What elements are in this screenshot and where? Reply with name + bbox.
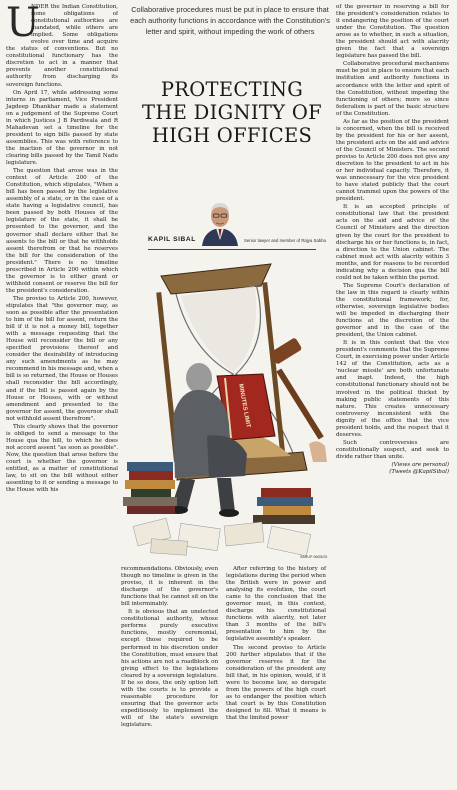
book-label: MINUTES LIMIT bbox=[237, 383, 251, 429]
dropcap-paragraph bbox=[6, 4, 118, 90]
paragraph: recommendations. Obviously, even though no timeline is given in the proviso, it is inherent in the discharge of the governor's functions that he cannot sit on the bill interminably. bbox=[121, 566, 218, 608]
body-column-3 bbox=[226, 566, 326, 723]
headline bbox=[142, 78, 322, 147]
body-column-4 bbox=[336, 4, 449, 476]
headline-line: HIGH OFFICES bbox=[151, 124, 313, 147]
byline-description: Senior lawyer and member of Rajya Sabha bbox=[244, 238, 326, 243]
paragraph: Such controversies are constitutionally suspect, and seek to divide rather than unite. bbox=[336, 439, 449, 460]
paragraph: On April 17, while addressing some interns in parliament, Vice President Jagdeep Dhankhar made a statement on a judgement of the Supreme Court in which Justices J B Pardiwala and R Mahadevan set a timeline for the president to sign bills passed by state assemblies. This was with reference to the inaction of the governor in not clearing bills passed by the Tamil Nadu legislature. bbox=[6, 89, 118, 167]
editorial-illustration bbox=[121, 256, 327, 560]
twitter-handle: (Tweets @KapilSibal) bbox=[389, 469, 449, 476]
byline-divider bbox=[148, 249, 316, 250]
paragraph: The Supreme Court's declaration of the law in this regard is clearly within the constitutional framework; for, otherwise, sovereign legislative bodies will be impeded in discharging their functions at the discretion of the governor and in the case of the president, the Union cabinet. bbox=[336, 282, 449, 339]
paragraph: It is in this context that the vice president's comments that the Supreme Court, in exercising power under Article 142 of the Constitution, acts as a 'nuclear missile' are both unfortunate and inapt. Indeed, the high constitutional functionary should not be involved in the political thicket by making public statements of this nature. This creates unnecessary controversy inconsistent with the dignity of the office that the vice president holds, and the respect that it deserves. bbox=[336, 340, 449, 438]
paragraph: It is an accepted principle of constitutional law that the president acts on the aid and advice of the Council of Ministers and the direction given by the court for the president to discharge his or her functions is, in fact, a direction to the Union cabinet. The cabinet must act with alacrity within 3 months, and for reasons to be recorded indicating why a decision qua the bill could not be taken within the period. bbox=[336, 204, 449, 281]
book-stack-right bbox=[253, 488, 315, 524]
paragraph: It is obvious that an unelected constitutional authority, whose performs purely executive functions, mostly ceremonial, except those required to be performed in his discretion under the Constitution, must ensure that his actions are not a roadblock on giving effect to the legislations cleared by a sovereign legislature. If he so does, the only option left with the courts is to provide a reasonable procedure for ensuring that the governor acts expeditiously to implement the will of the state's sovereign legislature. bbox=[121, 609, 218, 729]
book-stack-left bbox=[123, 462, 177, 514]
paragraph: As far as the position of the president is concerned, when the bill is received by the president for his or her assent, the president acts on the aid and advice of the Council of Ministers. The second proviso to Article 200 does not give any discretion to the president to act in his or her individual capacity. Therefore, it was unnecessary for the vice president to have stated publicly that the court cannot trammel upon the powers of the president. bbox=[336, 118, 449, 203]
author-photo bbox=[198, 196, 242, 246]
paragraph: The proviso to Article 200, however, stipulates that "the governor may, as soon as possible after the presentation to him of the bill for assent, return the bill if it is not a money bill, together with a message requesting that the House will reconsider the bill or any specified provisions thereof and consider the desirability of introducing any such amendments as he may recommend in his message and, when a bill is so returned, the House or Houses shall reconsider the bill accordingly, and if the bill is passed again by the House or Houses, with or without amendment and presented to the governor for assent, the governor shall not withhold assent therefrom". bbox=[6, 295, 118, 422]
headline-line: PROTECTING bbox=[160, 78, 304, 101]
paragraph: of the governor in reserving a bill for the president's consideration relates to it endangering the position of the court under the Constitution. The question arose as to whether, in such a situation, the president should act with alacrity given the fact that a sovereign legislature has passed the bill. bbox=[336, 4, 449, 60]
dropcap-letter-u: U bbox=[6, 4, 40, 46]
headline-line: THE DIGNITY OF bbox=[142, 101, 322, 124]
byline-name: KAPIL SIBAL bbox=[148, 236, 196, 243]
body-column-1 bbox=[6, 4, 118, 495]
pull-quote: Collaborative procedures must be put in place to ensure that each authority functions in accordance with the Constitution's letter and spirit, without impeding the work of others bbox=[130, 5, 330, 36]
views-note: (Views are personal) bbox=[391, 462, 449, 468]
paragraph: The question that arose was in the context of Article 200 of the Constitution, which stipulates, "When a bill has been passed by the legislative assembly of a state, or in the case of a state having a legislative council, has been passed by both Houses of the legislature of the state, it shall be presented to the governor, and the governor shall declare either that he assents to the bill or that he withholds assent therefrom or that he reserves the bill for the consideration of the president." There is no timeline prescribed in Article 200 within which the governor is to either grant or withhold consent or reserve the bill for the president's consideration. bbox=[6, 168, 118, 294]
paragraph: This clearly shows that the governor is obliged to send a message to the House qua the bill, to which he does not accord assent "as soon as possible". Now, the question that arose before the court is whether the governor is entitled, as a matter of constitutional law, to sit on the bill without either assenting to it or sending a message to the House with his bbox=[6, 423, 118, 494]
illustration-credit: SARUP 06/05/25 bbox=[300, 555, 328, 559]
paragraph: Collaborative procedural mechanisms must be put in place to ensure that each institution and authority functions in accordance with the letter and spirit of the Constitution, without impeding the functioning of others; more so since federalism is part of the basic structure of the Constitution. bbox=[336, 61, 450, 117]
body-column-2 bbox=[121, 566, 218, 730]
paragraph: After referring to the history of legislations during the period when the British were in power and analysing its evolution, the court came to the conclusion that the governor must, in this context, discharge his constitutional functions with alacrity, not later than 3 months of the bill's presentation to him by the legislative assembly's speaker. bbox=[226, 566, 326, 643]
paragraph: The second proviso to Article 200 further stipulates that if the governor reserves it for the consideration of the president any bill that, in his opinion, would, if it were to become law, so derogate from the powers of the high court as to endanger the position which that court is by this Constitution designed to fill. What it means is that the limited power bbox=[226, 644, 326, 721]
paragraph: NDER the Indian Constitution, some obligations of constitutional authorities are mandated, while others are implied. Some obligations evolve over time and acquire the status of conventions. But no constitutional functionary has the discretion to act in a manner that prevents another constitutional authority from discharging its sovereign functions. bbox=[6, 4, 118, 88]
